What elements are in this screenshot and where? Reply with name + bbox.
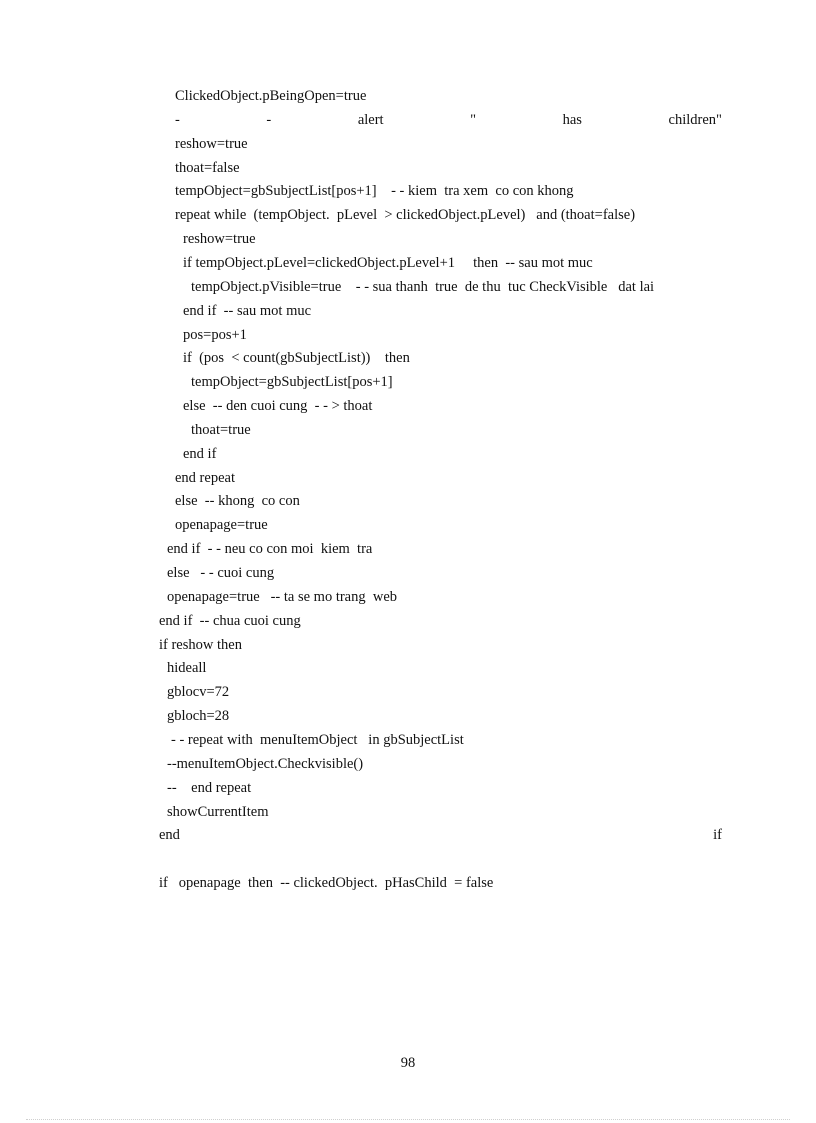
code-line: thoat=false bbox=[175, 159, 240, 176]
code-line: - - repeat with menuItemObject in gbSubjectList bbox=[171, 731, 464, 748]
code-line: else -- den cuoi cung - - > thoat bbox=[183, 398, 373, 415]
page-number: 98 bbox=[400, 1055, 416, 1071]
code-line: repeat while (tempObject. pLevel > clickedObject.pLevel) and (thoat=false) bbox=[175, 207, 636, 224]
code-line: if tempObject.pLevel=clickedObject.pLevel+1 then -- sau mot muc bbox=[183, 254, 593, 271]
code-token: if bbox=[713, 827, 722, 844]
code-line: pos=pos+1 bbox=[183, 326, 247, 343]
code-line: else - - cuoi cung bbox=[167, 565, 275, 581]
code-line bbox=[175, 111, 722, 129]
code-line: reshow=true bbox=[175, 135, 248, 152]
code-line: showCurrentItem bbox=[167, 803, 269, 820]
code-token: - bbox=[175, 111, 180, 128]
code-line: --menuItemObject.Checkvisible() bbox=[167, 755, 364, 772]
bottom-dotted-rule bbox=[26, 1119, 790, 1120]
code-line: tempObject=gbSubjectList[pos+1] bbox=[191, 374, 393, 391]
code-line: thoat=true bbox=[191, 421, 251, 438]
code-line: openapage=true -- ta se mo trang web bbox=[167, 588, 398, 605]
code-line: gblocv=72 bbox=[167, 684, 230, 701]
code-line: tempObject=gbSubjectList[pos+1] - - kiem tra xem co con khong bbox=[175, 183, 574, 200]
code-token: children" bbox=[668, 111, 722, 128]
code-token: alert bbox=[357, 111, 384, 128]
code-line: if (pos < count(gbSubjectList)) then bbox=[183, 350, 410, 367]
code-line: -- end repeat bbox=[167, 779, 252, 796]
code-line: if reshow then bbox=[159, 636, 242, 653]
code-line: reshow=true bbox=[183, 231, 256, 248]
code-line: tempObject.pVisible=true - - sua thanh true de thu tuc CheckVisible dat lai bbox=[191, 278, 655, 295]
code-line: end if -- chua cuoi cung bbox=[159, 612, 301, 629]
code-line: hideall bbox=[167, 660, 207, 677]
code-line: if openapage then -- clickedObject. pHasChild = false bbox=[159, 875, 494, 892]
code-line: end if -- sau mot muc bbox=[183, 302, 312, 319]
code-line: ClickedObject.pBeingOpen=true bbox=[175, 88, 367, 104]
code-token: " bbox=[470, 111, 477, 128]
code-line: end if - - neu co con moi kiem tra bbox=[167, 541, 373, 558]
code-line: end if bbox=[183, 445, 217, 462]
code-line: openapage=true bbox=[175, 517, 268, 534]
code-token: has bbox=[562, 111, 582, 128]
code-token: end bbox=[159, 827, 180, 844]
code-line: else -- khong co con bbox=[175, 493, 300, 510]
code-line bbox=[159, 826, 722, 844]
code-line: end repeat bbox=[175, 469, 235, 486]
code-line: gbloch=28 bbox=[167, 708, 230, 725]
code-token: - bbox=[266, 111, 272, 128]
